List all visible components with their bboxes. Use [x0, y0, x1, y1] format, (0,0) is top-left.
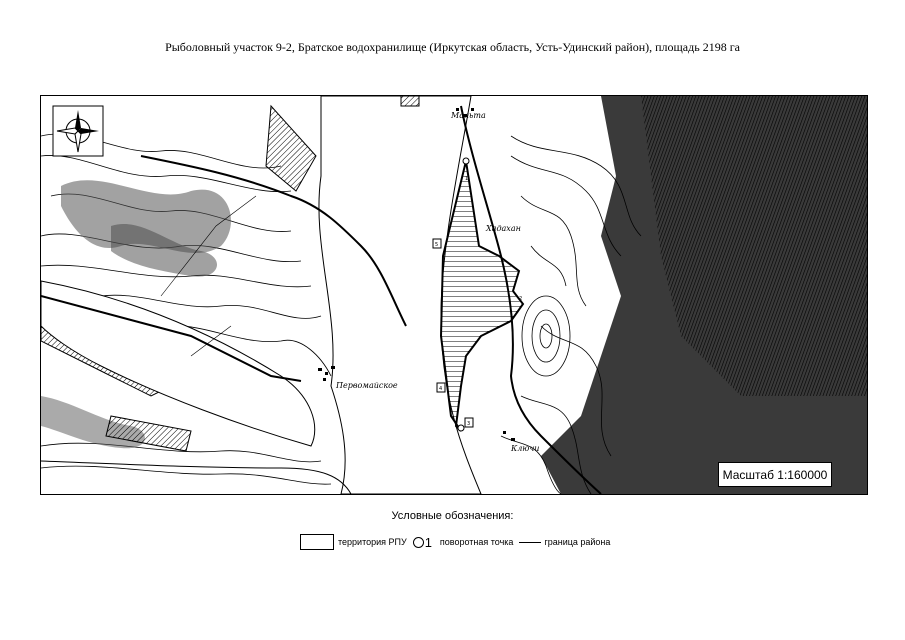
legend-area-swatch	[300, 534, 334, 550]
turning-point-label-4: 4	[439, 386, 443, 392]
topographic-map	[40, 95, 868, 495]
circle-icon	[413, 537, 424, 548]
legend-area-label: территория РПУ	[338, 537, 407, 547]
legend-boundary-line-icon	[519, 542, 541, 543]
place-label-0: Хадахан	[486, 224, 521, 233]
hatched-block-top	[401, 96, 419, 106]
legend-point-label: поворотная точка	[439, 537, 514, 547]
legend-boundary-label: граница района	[544, 537, 611, 547]
map-title: Рыболовный участок 9-2, Братское водохранилище (Иркутская область, Усть-Удинский район), площадь 2198 га	[165, 40, 740, 54]
turning-point-label-5: 5	[435, 242, 439, 248]
scale-label: Масштаб 1:160000	[718, 462, 832, 487]
legend	[300, 532, 610, 552]
fishing-area-polygon	[441, 161, 523, 431]
turning-point-label-3: 3	[467, 421, 471, 427]
legend-point-symbol	[413, 535, 432, 550]
compass-rose-icon	[53, 106, 103, 156]
legend-title: Условные обозначения:	[391, 510, 514, 522]
turning-point-label-2: 2	[519, 296, 523, 302]
place-label-2: Ключи	[511, 444, 540, 453]
settlement-label-pervomayskoe: Первомайское	[336, 381, 398, 390]
hatched-area-northwest	[266, 106, 316, 191]
eastern-mountain-relief	[501, 96, 867, 494]
place-label-1: Мальта	[451, 111, 486, 120]
turning-point-label-1: 1	[465, 176, 469, 182]
legend-point-digit: 1	[424, 534, 432, 550]
